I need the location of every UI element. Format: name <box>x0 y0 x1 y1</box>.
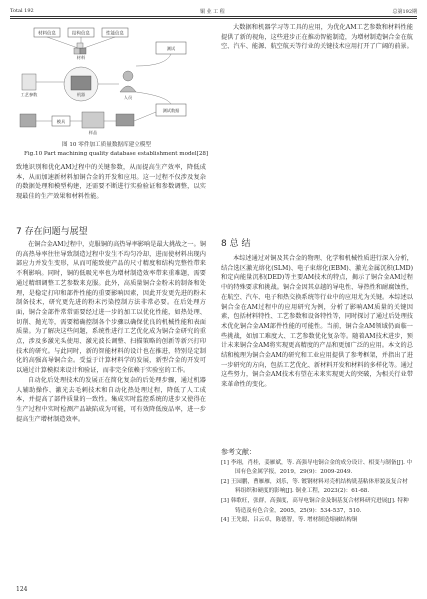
label-structure-info: 结构信息 <box>72 31 90 37</box>
left-column-top <box>16 163 206 202</box>
figure-caption-en: Fig.10 Part machining quality database establishment model[28] <box>24 151 209 157</box>
references-title: 参考文献： <box>221 448 256 456</box>
right-column-main <box>221 254 413 390</box>
label-test: 测试 <box>166 46 176 51</box>
references <box>221 448 413 526</box>
paragraph: 自动化后处理技术的发展正在简化复杂的后处理步骤，通过机器人辅助操作、激光去毛刺技术和自动化热处理过程，降低了人工成本，并提高了部件质量的一致性。集成实时监控系统的进步又使得在生产过程中实时检测产品缺陷成为可能，可有效降低废品率，进一步提高生产增材制造效率。 <box>16 376 206 423</box>
material-cubes-icon <box>74 43 86 54</box>
header-center: 铜 业 工 程 <box>200 9 225 15</box>
figure-caption-cn: 图 10 零件加工质量数据库建立模型 <box>62 142 151 148</box>
header-rule-thin <box>10 18 417 19</box>
paragraph: 致地识别和优化AM过程中的关键参数，从而提高生产效率，降低成本，从而加速新材料加铜合金的开发和应用。这一过程不仅涉及复杂的数据处理和模型构建，还需要不断进行实验验证和参数调整，以实现最佳的生产效果和材料性能。 <box>16 164 206 201</box>
section-heading-8: 8 总 结 <box>221 239 251 249</box>
sample-icon <box>82 112 104 128</box>
page-number: 124 <box>16 586 28 593</box>
label-machine: 机器 <box>77 92 85 97</box>
tool-icon <box>116 114 134 126</box>
label-material: 材料 <box>76 55 86 60</box>
process-icon <box>22 74 36 90</box>
left-column-main <box>16 240 206 424</box>
label-surface: 测试数据 <box>162 108 180 113</box>
header-right: 总第192期 <box>392 9 417 15</box>
label-mold: 模具 <box>56 119 66 124</box>
figure-10 <box>16 26 206 138</box>
person-icon <box>120 71 136 92</box>
header-left: Total 192 <box>10 8 34 14</box>
paragraph: 本综述通过对铜及其合金的物理、化学和机械性质进行深入分析，结合选区激光熔化(SLM)、电子束熔化(EBM)、激光金属沉积(LMD)和定向能量沉积(DED)等主要AM技术的特点，揭示了铜合金AM过程中的特殊要求和挑战。铜合金因其卓越的导电性、导热性和耐腐蚀性，在航空、汽车、电子和热交换系统等行业中的应用尤为关键。本综述以铜合金在AM过程中的应用研究为例，分析了影响AM质量的关键因素，包括材料特性、工艺参数和设备特性等，同时探讨了通过后处理技术优化铜合金AM部件性能的可能性。当前，铜合金AM领域仍面临一些挑战，如加工难度大、工艺参数优化复杂等。随着AM技术进步，预计未来铜合金AM将实现更高精度的产品和更加广泛的应用。本文的总结和梳理为铜合金AM的研究和工业应用提供了参考框架，并指出了进一步研究的方向，包括工艺优化、新材料开发和材料的多样化等。通过这些努力，铜合金AM技术有望在未来实现更大的突破，为相关行业带来革命性的变化。 <box>221 255 413 389</box>
label-material-info: 材料信息 <box>38 31 56 37</box>
paragraph: 大数据和机器学习等工具的应用，为优化AM工艺参数和材料性能提供了新的视角，这些进步正在推动智能制造，为增材制造铜合金在航空、汽车、能源、航空航天等行业的关键技术应用打开了广阔的前景。 <box>221 24 413 51</box>
machine-icon <box>71 76 91 90</box>
reference-item: [3] 韩歌旺，张群，高强度，高导电铜合金及铜基复合材料研究进展[J]. 特种铸造及有色合金，2005，25(9)：534-537，510. <box>221 497 409 514</box>
paragraph: 在铜合金AM过程中，克服铜的高热导率影响是最大挑战之一。铜的高热导率往往导致制造过程中发生不均匀冷却，进而使材料出现内部应力并发生变形，从而可能致使产品的尺寸精度和结构完整性带来不利影响。同时，铜的低吸光率也为增材制造效率带来重难题，需要通过精细调整工艺参数来克服。此外，高质量铜合金粉末的制备和处理，是稳定打印和部件性能的重要影响因素，因此开发更先进的粉末制备技术，研究更先进的粉末污染控制方法非常必要。在后处理方面，铜合金部件常常需要经过进一步的加工以优化性能，如热处理、切削、抛光等，需要精确控制各个步骤以确保优良的机械性能和表面质量。为了解决这些问题，系统性进行工艺优化成为铜合金研究的重点，涉及多激光头使用、激光波长调整、扫描策略的创新等新兴打印技术的研究。与此同时，新的智能材料的设计也在推进，特别是定制化的高强高导铜合金。受益于计算材料学的发展，新型合金的开发可以通过计算模拟来设计和验证，而非完全依赖于实验室的工作。 <box>16 241 206 375</box>
house-icon <box>20 114 36 127</box>
reference-item: [1] 李翊，肖桂，姜雁斌，等. 高强导电铜合金的成分设计、相变与制备[J]. 中国有色金属学报，2019，29(9)：2009-2049. <box>221 459 413 476</box>
label-property-info: 性能信息 <box>106 31 124 37</box>
reference-item: [4] 王先聪，吕云卓，陈德智，等. 增材制造熔融结构铜 <box>221 517 358 524</box>
header-rule <box>10 16 417 17</box>
section-heading-7: 7 存在问题与展望 <box>16 227 88 237</box>
right-column-top <box>221 23 413 52</box>
figure-diagram <box>16 26 206 138</box>
reference-item: [2] 王园鹏，曹雁雁，刘乐，等. 镀钢材料对壳机结构铣基粘体形貌及复合材料组织和硬度的影响[J]. 铜业工程，2023(2)：61-68. <box>221 478 408 495</box>
label-person: 人员 <box>123 95 133 100</box>
label-process: 工艺参数 <box>20 92 38 97</box>
label-sample: 样品 <box>88 130 98 135</box>
